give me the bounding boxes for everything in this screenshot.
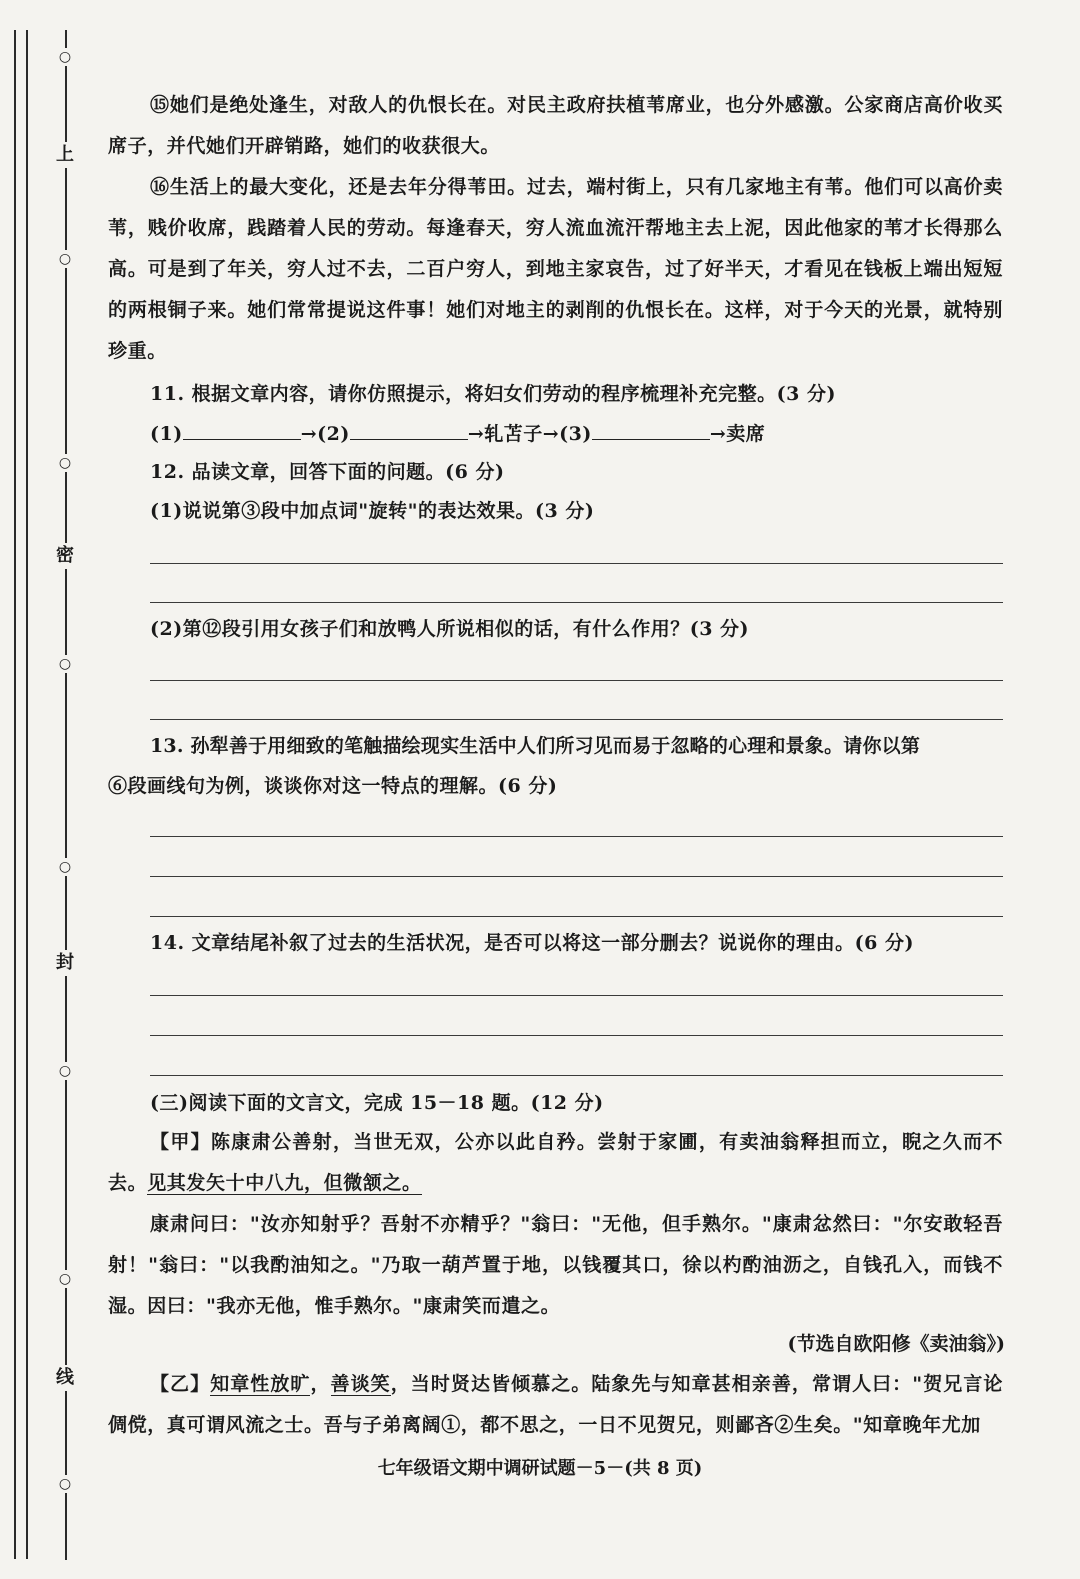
page-footer: 七年级语文期中调研试题－5－(共 8 页) [377, 1458, 703, 1479]
binding-edge-line [14, 30, 16, 1559]
sealing-line-margin [40, 30, 90, 1560]
margin-label: 线 [54, 1365, 76, 1391]
margin-circle: ○ [54, 858, 76, 876]
question-12-2: (2)第⑫段引用女孩子们和放鸭人所说相似的话，有什么作用？(3 分) [150, 618, 750, 640]
classical-passage-jia-2: 康肃问曰："汝亦知射乎？吾射不亦精乎？"翁曰："无他，但手熟尔。"康肃忿然曰："尔安敢轻吾射！"翁曰："以我酌油知之。"乃取一葫芦置于地，以钱覆其口，徐以杓酌油沥之，自钱孔入，而钱不湿。因曰："我亦无他，惟手熟尔。"康肃笑而遣之。 [108, 1213, 1003, 1317]
flow-step-2-label: →(2) [300, 423, 350, 445]
answer-line[interactable] [150, 719, 1003, 720]
answer-line[interactable] [150, 1075, 1003, 1076]
question-11-flow [150, 418, 765, 450]
source-citation: (节选自欧阳修《卖油翁》) [787, 1333, 1005, 1355]
answer-line[interactable] [150, 563, 1003, 564]
margin-circle: ○ [54, 1062, 76, 1080]
underlined-phrase: 知章性放旷 [210, 1373, 311, 1395]
underlined-phrase: 善谈笑 [330, 1373, 391, 1395]
margin-circle: ○ [54, 454, 76, 472]
answer-line[interactable] [150, 602, 1003, 603]
answer-blank-1[interactable] [183, 419, 301, 440]
question-14: 14. 文章结尾补叙了过去的生活状况，是否可以将这一部分删去？说说你的理由。(6 分) [150, 932, 914, 954]
margin-circle: ○ [54, 655, 76, 673]
jia-text: 【甲】陈康肃公善射，当世无双，公亦以此自矜。尝射于家圃，有卖油翁释担而立，睨之久而不去。 [108, 1131, 1003, 1194]
question-13-line-1: 13. 孙犁善于用细致的笔触描绘现实生活中人们所习见而易于忽略的心理和景象。请你以第 [150, 735, 921, 757]
question-13-line-2: ⑥段画线句为例，谈谈你对这一特点的理解。(6 分) [108, 775, 558, 797]
answer-line[interactable] [150, 680, 1003, 681]
question-11: 11. 根据文章内容，请你仿照提示，将妇女们劳动的程序梳理补充完整。(3 分) [150, 383, 836, 405]
flow-step-3-label: →轧苫子→(3) [467, 423, 592, 445]
answer-line[interactable] [150, 995, 1003, 996]
binding-edge-line [26, 30, 28, 1559]
classical-passage-yi [108, 1364, 1003, 1446]
answer-blank-2[interactable] [350, 419, 468, 440]
margin-circle: ○ [54, 48, 76, 66]
classical-passage-jia-1 [108, 1122, 1003, 1204]
question-12: 12. 品读文章，回答下面的问题。(6 分) [150, 461, 505, 483]
yi-comma: ， [310, 1373, 331, 1395]
passage-paragraph-16: ⑯生活上的最大变化，还是去年分得苇田。过去，端村街上，只有几家地主有苇。他们可以高价卖苇，贱价收席，践踏着人民的劳动。每逢春天，穷人流血流汗帮地主去上泥，因此他家的苇才长得那么高。可是到了年关，穷人过不去，二百户穷人，到地主家哀告，过了好半天，才看见在钱板上端出短短的两根铜子来。她们常常提说这件事！她们对地主的剥削的仇恨长在。这样，对于今天的光景，就特别珍重。 [108, 176, 1003, 362]
flow-end-label: →卖席 [709, 423, 766, 445]
margin-circle: ○ [54, 250, 76, 268]
underlined-sentence: 见其发矢十中八九，但微颔之。 [147, 1172, 422, 1194]
margin-label: 封 [54, 950, 76, 976]
yi-label: 【乙】 [150, 1373, 211, 1395]
margin-label: 密 [54, 543, 76, 569]
flow-step-1-label: (1) [150, 423, 183, 445]
passage-paragraph-15: ⑮她们是绝处逢生，对敌人的仇恨长在。对民主政府扶植苇席业，也分外感激。公家商店高价收买席子，并代她们开辟销路，她们的收获很大。 [108, 94, 1003, 157]
answer-line[interactable] [150, 876, 1003, 877]
margin-circle: ○ [54, 1475, 76, 1493]
section-3-heading: (三)阅读下面的文言文，完成 15－18 题。(12 分) [150, 1092, 604, 1114]
answer-line[interactable] [150, 1035, 1003, 1036]
question-12-1: (1)说说第③段中加点词"旋转"的表达效果。(3 分) [150, 500, 595, 522]
answer-line[interactable] [150, 916, 1003, 917]
margin-circle: ○ [54, 1270, 76, 1288]
answer-blank-3[interactable] [592, 419, 710, 440]
yi-text: ，当时贤达皆倾慕之。陆象先与知章甚相亲善，常谓人曰："贺兄言论倜傥，真可谓风流之士。吾与子弟离阔①，都不思之，一日不见贺兄，则鄙吝②生矣。"知章晚年尤加 [108, 1373, 1003, 1436]
answer-line[interactable] [150, 836, 1003, 837]
margin-label: 上 [54, 142, 76, 168]
